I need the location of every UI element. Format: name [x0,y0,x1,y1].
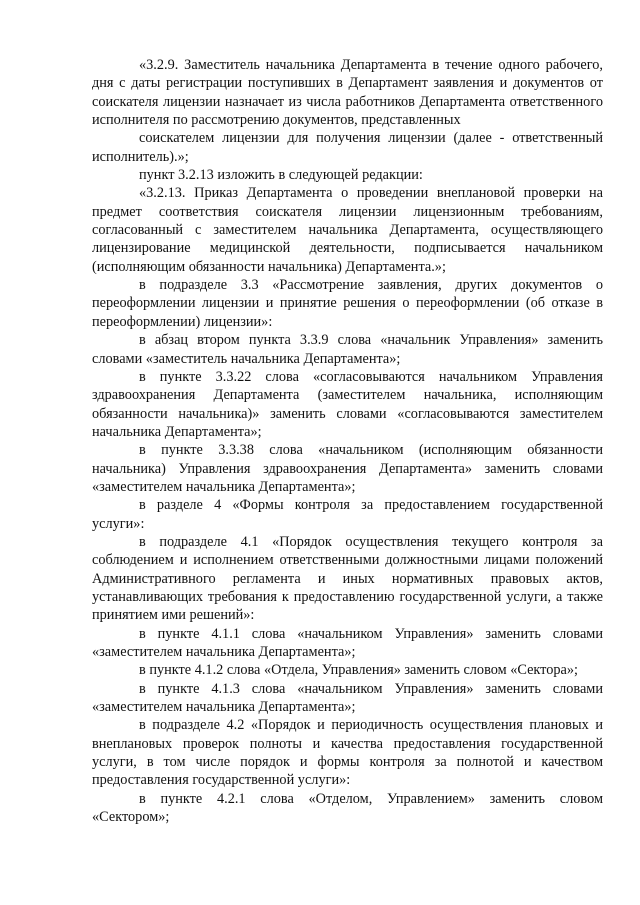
paragraph-section-4: в разделе 4 «Формы контроля за предоставлением государственной услуги»: [92,497,603,532]
paragraph-4-2-1: в пункте 4.2.1 слова «Отделом, Управлением» заменить словом «Сектором»; [92,790,603,826]
paragraph-4-1-2: в пункте 4.1.2 слова «Отдела, Управления» заменить словом «Сектора»; [139,662,579,679]
document-page [92,56,603,826]
paragraph-4-1-1: в пункте 4.1.1 слова «начальником Управления» заменить словами «заместителем начальника Департамента»; [92,625,603,660]
paragraph-subsection-3-3: в подразделе 3.3 «Рассмотрение заявления, других документов о переоформлении лицензии и принятие решения о переоформлении (об отказе в переоформлении) лицензии»: [92,277,603,330]
paragraph-3-2-13-instruction: пункт 3.2.13 изложить в следующей редакции: [139,167,423,184]
paragraph-3-2-13: «3.2.13. Приказ Департамента о проведении внеплановой проверки на предмет соответствия соискателя лицензии лицензионным требованиям, согласованный с заместителем начальника Департамента, осуществляющего лицензирование медицинской деятельности, подписывается начальником (исполняющим обязанности начальника) Департамента.»; [92,185,603,275]
paragraph-3-3-38: в пункте 3.3.38 слова «начальником (исполняющим обязанности начальника) Управления здравоохранения Департамента» заменить словами «заместителем начальника Департамента»; [92,442,603,495]
paragraph-4-1-3: в пункте 4.1.3 слова «начальником Управления» заменить словами «заместителем начальника Департамента»; [92,680,603,716]
paragraph-subsection-4-1: в подразделе 4.1 «Порядок осуществления текущего контроля за соблюдением и исполнением ответственными должностными лицами положений Административного регламента и иных нормативных правовых актов, устанавливающих требования к предоставлению государственной услуги, а также принятием ими решений»: [92,533,603,624]
paragraph-subsection-4-2: в подразделе 4.2 «Порядок и периодичность осуществления плановых и внеплановых проверок полноты и качества предоставления государственной услуги, в том числе порядок и формы контроля за полнотой и качеством предоставления государственной услуги»: [92,717,603,789]
paragraph-3-2-9: «3.2.9. Заместитель начальника Департамента в течение одного рабочего, дня с даты регистрации поступивших в Департамент заявления и документов от соискателя лицензии назначает из числа работников Департамента ответственного исполнителя по рассмотрению документов, представленных [92,57,603,129]
paragraph-3-3-9: в абзац втором пункта 3.3.9 слова «начальник Управления» заменить словами «заместитель начальника Департамента»; [92,332,603,367]
paragraph-3-3-22: в пункте 3.3.22 слова «согласовываются начальником Управления здравоохранения Департамента (заместителем начальника, исполняющим обязанности начальника)» заменить словами «согласовываются заместителем начальника Департамента»; [92,368,603,440]
paragraph-3-2-9-continuation: соискателем лицензии для получения лицензии (далее - ответственный исполнитель).»; [92,130,603,165]
